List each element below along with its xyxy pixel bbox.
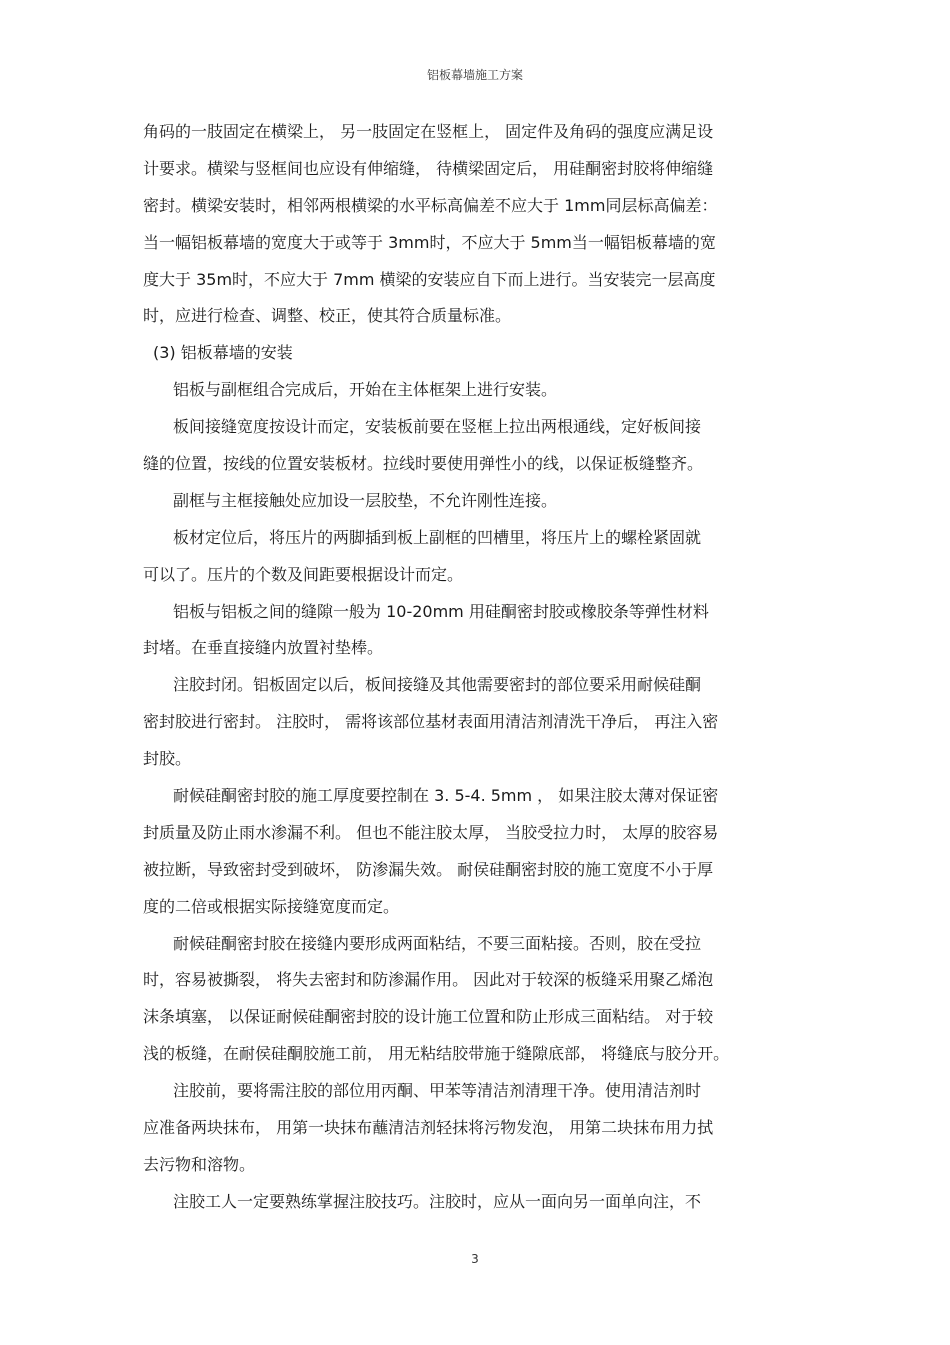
text-line: 计要求。横梁与竖框间也应设有伸缩缝， 待横梁固定后， 用硅酮密封胶将伸缩缝 <box>143 158 714 178</box>
text-line: 注胶工人一定要熟练掌握注胶技巧。注胶时，应从一面向另一面单向注，不 <box>173 1191 702 1211</box>
text-line: 时，容易被撕裂， 将失去密封和防渗漏作用。 因此对于较深的板缝采用聚乙烯泡 <box>143 970 714 990</box>
text-line: 注胶前，要将需注胶的部位用丙酮、甲苯等清洁剂清理干净。使用清洁剂时 <box>173 1081 702 1101</box>
text-line: 铝板与副框组合完成后，开始在主体框架上进行安装。 <box>173 380 558 400</box>
text-line: 被拉断，导致密封受到破坏， 防渗漏失效。 耐侯硅酮密封胶的施工宽度不小于厚 <box>143 859 714 879</box>
text-line: 度的二倍或根据实际接缝宽度而定。 <box>143 896 400 916</box>
text-line: 缝的位置，按线的位置安装板材。拉线时要使用弹性小的线，以保证板缝整齐。 <box>143 454 704 474</box>
text-line: 沫条填塞， 以保证耐候硅酮密封胶的设计施工位置和防止形成三面粘结。 对于较 <box>143 1007 714 1027</box>
text-line: 密封胶进行密封。 注胶时， 需将该部位基材表面用清洁剂清洗干净后， 再注入密 <box>143 712 719 732</box>
text-line: 密封。横梁安装时，相邻两根横梁的水平标高偏差不应大于 1mm同层标高偏差： <box>143 195 718 215</box>
text-line: 可以了。压片的个数及间距要根据设计而定。 <box>143 564 464 584</box>
text-line: 封质量及防止雨水渗漏不利。 但也不能注胶太厚， 当胶受拉力时， 太厚的胶容易 <box>143 822 719 842</box>
text-line: 注胶封闭。铝板固定以后，板间接缝及其他需要密封的部位要采用耐候硅酮 <box>173 675 702 695</box>
text-line: 当一幅铝板幕墙的宽度大于或等于 3mm时，不应大于 5mm当一幅铝板幕墙的宽 <box>143 232 716 252</box>
text-line: 去污物和溶物。 <box>143 1154 256 1174</box>
text-line: 应准备两块抹布， 用第一块抹布蘸清洁剂轻抹将污物发泡， 用第二块抹布用力拭 <box>143 1118 714 1138</box>
text-line: 浅的板缝，在耐侯硅酮胶施工前， 用无粘结胶带施于缝隙底部， 将缝底与胶分开。 <box>143 1044 730 1064</box>
page-header: 铝板幕墙施工方案 <box>426 68 523 82</box>
body-text <box>143 114 813 1221</box>
text-line: 角码的一肢固定在横梁上， 另一肢固定在竖框上， 固定件及角码的强度应满足设 <box>143 122 714 141</box>
text-line: 度大于 35m时，不应大于 7mm 横梁的安装应自下而上进行。当安装完一层高度 <box>143 269 716 289</box>
text-line: 耐候硅酮密封胶在接缝内要形成两面粘结，不要三面粘接。否则，胶在受拉 <box>173 933 702 953</box>
text-line: 时，应进行检查、调整、校正，使其符合质量标准。 <box>143 306 512 326</box>
text-line: 副框与主框接触处应加设一层胶垫，不允许刚性连接。 <box>173 490 558 510</box>
section-heading: (3) 铝板幕墙的安装 <box>153 343 293 363</box>
text-line: 封堵。在垂直接缝内放置衬垫棒。 <box>143 638 384 658</box>
text-line: 板材定位后，将压片的两脚插到板上副框的凹槽里，将压片上的螺栓紧固就 <box>173 527 702 547</box>
page-number: 3 <box>471 1252 479 1266</box>
text-line: 封胶。 <box>143 749 192 769</box>
text-line: 铝板与铝板之间的缝隙一般为 10-20mm 用硅酮密封胶或橡胶条等弹性材料 <box>173 601 709 621</box>
text-line: 板间接缝宽度按设计而定，安装板前要在竖框上拉出两根通线，定好板间接 <box>173 417 702 437</box>
text-line: 耐候硅酮密封胶的施工厚度要控制在 3. 5-4. 5mm ， 如果注胶太薄对保证密 <box>173 786 719 806</box>
